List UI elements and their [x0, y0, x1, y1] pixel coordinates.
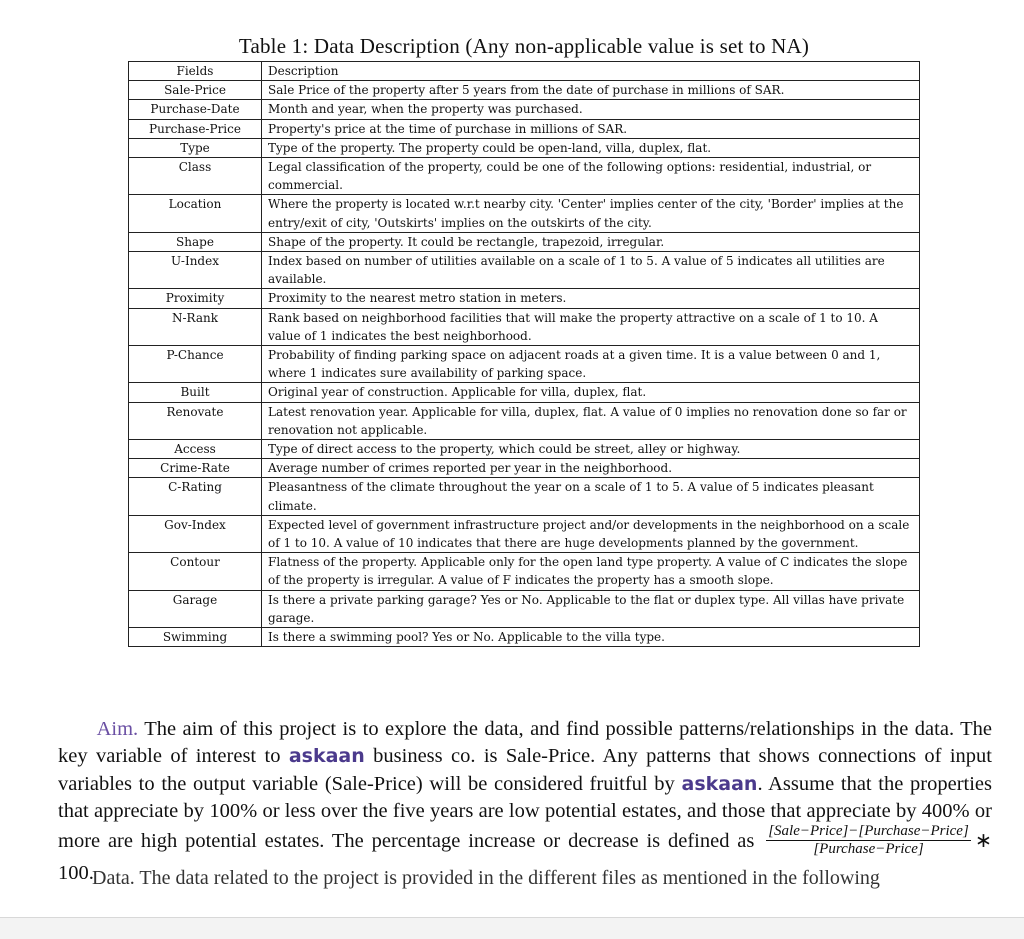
table-row — [129, 81, 920, 100]
percentage-formula — [766, 823, 971, 858]
field-description-cell: Expected level of government infrastructure project and/or developments in the neighborhood on a scale of 1 to 10. A value of 10 indicates that there are huge developments planned by the government. — [262, 515, 920, 552]
formula-numerator: [Sale−Price]−[Purchase−Price] — [768, 823, 969, 840]
field-description-cell: Rank based on neighborhood facilities that will make the property attractive on a scale of 1 to 10. A value of 1 indicates the best neighborhood. — [262, 308, 920, 345]
formula-suffix: ∗ 100. — [58, 830, 992, 885]
table-row — [129, 628, 920, 647]
field-description-cell: Month and year, when the property was purchased. — [262, 100, 920, 119]
table-header-row — [129, 62, 920, 81]
field-name-cell: Garage — [129, 590, 262, 627]
field-description-cell: Type of the property. The property could be open-land, villa, duplex, flat. — [262, 138, 920, 157]
field-name-cell: Gov-Index — [129, 515, 262, 552]
field-name-cell: Purchase-Date — [129, 100, 262, 119]
field-description-cell: Is there a private parking garage? Yes or No. Applicable to the flat or duplex type. All villas have private garage. — [262, 590, 920, 627]
viewer-footer-bar — [0, 918, 1024, 939]
aim-paragraph — [58, 716, 992, 887]
data-description-table — [128, 61, 920, 647]
table-row — [129, 590, 920, 627]
field-name-cell: P-Chance — [129, 346, 262, 383]
field-description-cell: Legal classification of the property, could be one of the following options: residential, industrial, or commercial. — [262, 158, 920, 195]
table-row — [129, 440, 920, 459]
column-header-fields: Fields — [129, 62, 262, 81]
field-name-cell: Contour — [129, 553, 262, 590]
field-name-cell: Location — [129, 195, 262, 232]
field-name-cell: C-Rating — [129, 478, 262, 515]
field-description-cell: Is there a swimming pool? Yes or No. Applicable to the villa type. — [262, 628, 920, 647]
table-body — [129, 81, 920, 647]
brand-name-2: askaan — [681, 772, 758, 795]
table-row — [129, 289, 920, 308]
field-name-cell: Crime-Rate — [129, 459, 262, 478]
field-description-cell: Pleasantness of the climate throughout the year on a scale of 1 to 5. A value of 5 indicates pleasant climate. — [262, 478, 920, 515]
field-name-cell: Shape — [129, 232, 262, 251]
table-row — [129, 119, 920, 138]
field-description-cell: Original year of construction. Applicable for villa, duplex, flat. — [262, 383, 920, 402]
aim-text-3: . Assume that the properties that appreciate by 100% or less over the five years are low potential estates, and those that appreciate by 400% or more are high potential estates. The percentage increase or decrease is defined as — [58, 772, 993, 853]
table-row — [129, 459, 920, 478]
table-row — [129, 195, 920, 232]
field-name-cell: Purchase-Price — [129, 119, 262, 138]
table-row — [129, 158, 920, 195]
aim-label: Aim. — [96, 718, 139, 740]
field-name-cell: U-Index — [129, 252, 262, 289]
field-name-cell: Access — [129, 440, 262, 459]
brand-name: askaan — [288, 745, 365, 768]
field-description-cell: Shape of the property. It could be rectangle, trapezoid, irregular. — [262, 232, 920, 251]
column-header-description: Description — [262, 62, 920, 81]
field-name-cell: Proximity — [129, 289, 262, 308]
aim-text-2: business co. is Sale-Price. Any patterns that shows connections of input variables to the output variable (Sale-Price) will be considered fruitful by — [58, 745, 993, 795]
table-row — [129, 138, 920, 157]
field-description-cell: Proximity to the nearest metro station in meters. — [262, 289, 920, 308]
field-name-cell: Sale-Price — [129, 81, 262, 100]
field-name-cell: Class — [129, 158, 262, 195]
aim-text-1: The aim of this project is to explore the data, and find possible patterns/relationships in the data. The key variable of interest to — [58, 718, 992, 768]
field-name-cell: Built — [129, 383, 262, 402]
table-row — [129, 515, 920, 552]
table-row — [129, 100, 920, 119]
field-description-cell: Probability of finding parking space on adjacent roads at a given time. It is a value between 0 and 1, where 1 indicates sure availability of parking space. — [262, 346, 920, 383]
formula-denominator: [Purchase−Price] — [813, 841, 924, 858]
field-name-cell: Renovate — [129, 402, 262, 439]
field-description-cell: Property's price at the time of purchase in millions of SAR. — [262, 119, 920, 138]
clipped-next-line — [92, 867, 972, 889]
table-row — [129, 402, 920, 439]
field-description-cell: Average number of crimes reported per year in the neighborhood. — [262, 459, 920, 478]
table-row — [129, 346, 920, 383]
table-row — [129, 383, 920, 402]
field-name-cell: Type — [129, 138, 262, 157]
field-description-cell: Latest renovation year. Applicable for villa, duplex, flat. A value of 0 implies no renovation done so far or renovation not applicable. — [262, 402, 920, 439]
table-row — [129, 553, 920, 590]
clipped-next-line-text: Data. The data related to the project is provided in the different files as mentioned in the following — [92, 867, 880, 889]
table-row — [129, 252, 920, 289]
field-description-cell: Sale Price of the property after 5 years from the date of purchase in millions of SAR. — [262, 81, 920, 100]
table-row — [129, 308, 920, 345]
field-description-cell: Index based on number of utilities available on a scale of 1 to 5. A value of 5 indicates all utilities are available. — [262, 252, 920, 289]
field-name-cell: N-Rank — [129, 308, 262, 345]
field-description-cell: Flatness of the property. Applicable only for the open land type property. A value of C indicates the slope of the property is irregular. A value of F indicates the property has a smooth slope. — [262, 553, 920, 590]
field-description-cell: Where the property is located w.r.t nearby city. 'Center' implies center of the city, 'Border' implies at the entry/exit of city, 'Outskirts' implies on the outskirts of the city. — [262, 195, 920, 232]
field-description-cell: Type of direct access to the property, which could be street, alley or highway. — [262, 440, 920, 459]
table-row — [129, 232, 920, 251]
field-name-cell: Swimming — [129, 628, 262, 647]
table-caption: Table 1: Data Description (Any non-applicable value is set to NA) — [238, 34, 810, 58]
table-row — [129, 478, 920, 515]
